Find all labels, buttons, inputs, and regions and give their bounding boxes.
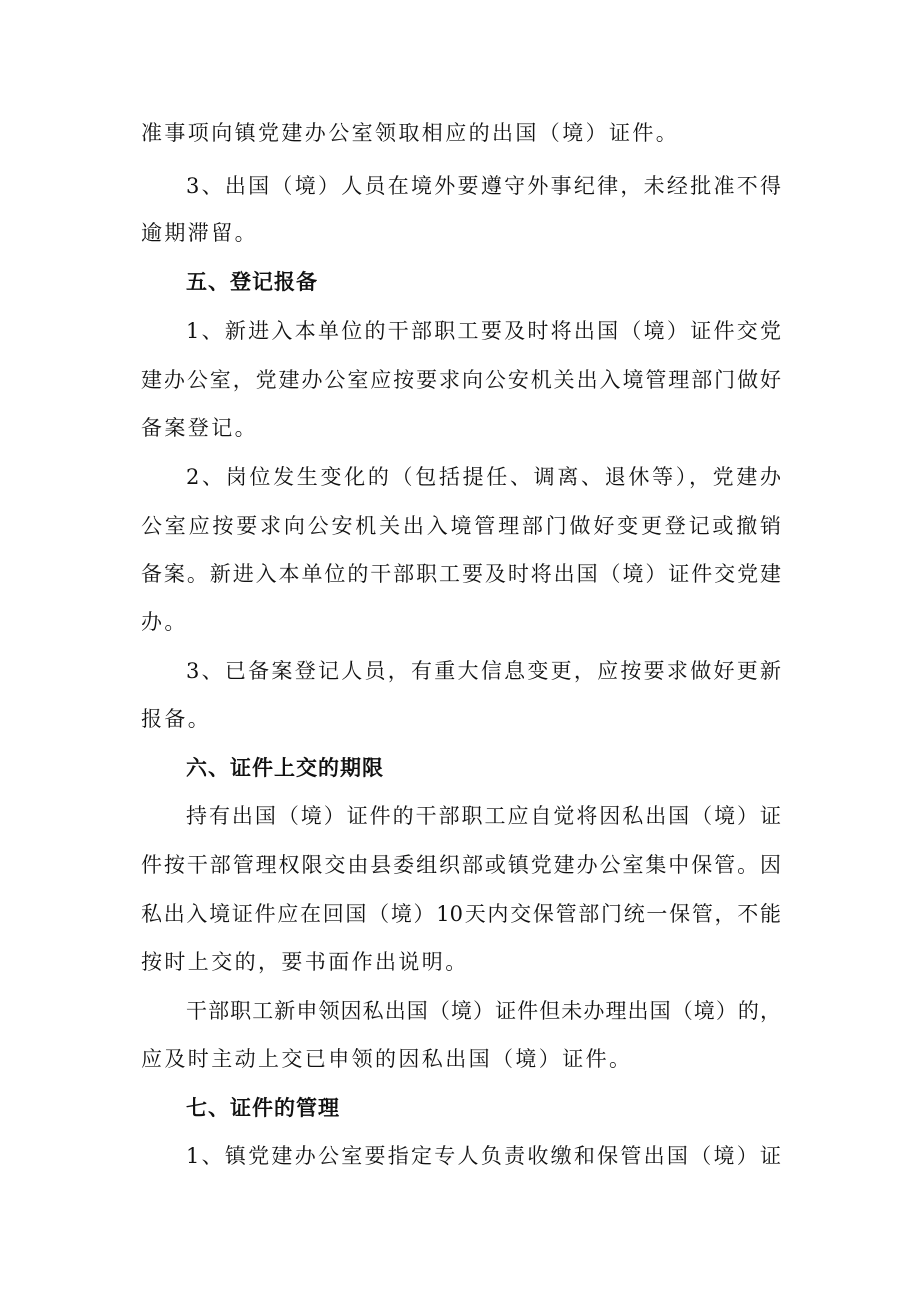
paragraph-line: 持有出国（境）证件的干部职工应自觉将因私出国（境）证 <box>186 804 781 828</box>
paragraph-line: 3、出国（境）人员在境外要遵守外事纪律，未经批准不得 <box>186 174 781 198</box>
paragraph-line: 1、新进入本单位的干部职工要及时将出国（境）证件交党 <box>186 319 781 343</box>
paragraph-line: 准事项向镇党建办公室领取相应的出国（境）证件。 <box>141 121 680 145</box>
paragraph-line: 建办公室，党建办公室应按要求向公安机关出入境管理部门做好 <box>141 368 781 392</box>
section-heading: 七、证件的管理 <box>186 1096 340 1120</box>
paragraph-line: 件按干部管理权限交由县委组织部或镇党建办公室集中保管。因 <box>141 853 781 877</box>
paragraph-line: 公室应按要求向公安机关出入境管理部门做好变更登记或撤销 <box>141 514 781 538</box>
paragraph-line: 备案登记。 <box>141 416 258 440</box>
paragraph-line: 3、已备案登记人员，有重大信息变更，应按要求做好更新 <box>186 659 781 683</box>
paragraph-line: 1、镇党建办公室要指定专人负责收缴和保管出国（境）证 <box>186 1144 781 1168</box>
paragraph-line: 办。 <box>141 610 188 634</box>
paragraph-line: 干部职工新申领因私出国（境）证件但未办理出国（境）的， <box>186 999 781 1023</box>
section-heading: 六、证件上交的期限 <box>186 756 384 780</box>
paragraph-line: 应及时主动上交已申领的因私出国（境）证件。 <box>141 1047 633 1071</box>
paragraph-line: 报备。 <box>141 707 212 731</box>
paragraph-line: 2、岗位发生变化的（包括提任、调离、退休等），党建办 <box>186 465 781 489</box>
section-heading: 五、登记报备 <box>186 270 318 294</box>
paragraph-line: 逾期滞留。 <box>141 221 258 245</box>
paragraph-line: 私出入境证件应在回国（境）10天内交保管部门统一保管，不能 <box>141 902 781 926</box>
paragraph-line: 按时上交的，要书面作出说明。 <box>141 950 469 974</box>
paragraph-line: 备案。新进入本单位的干部职工要及时将出国（境）证件交党建 <box>141 562 781 586</box>
